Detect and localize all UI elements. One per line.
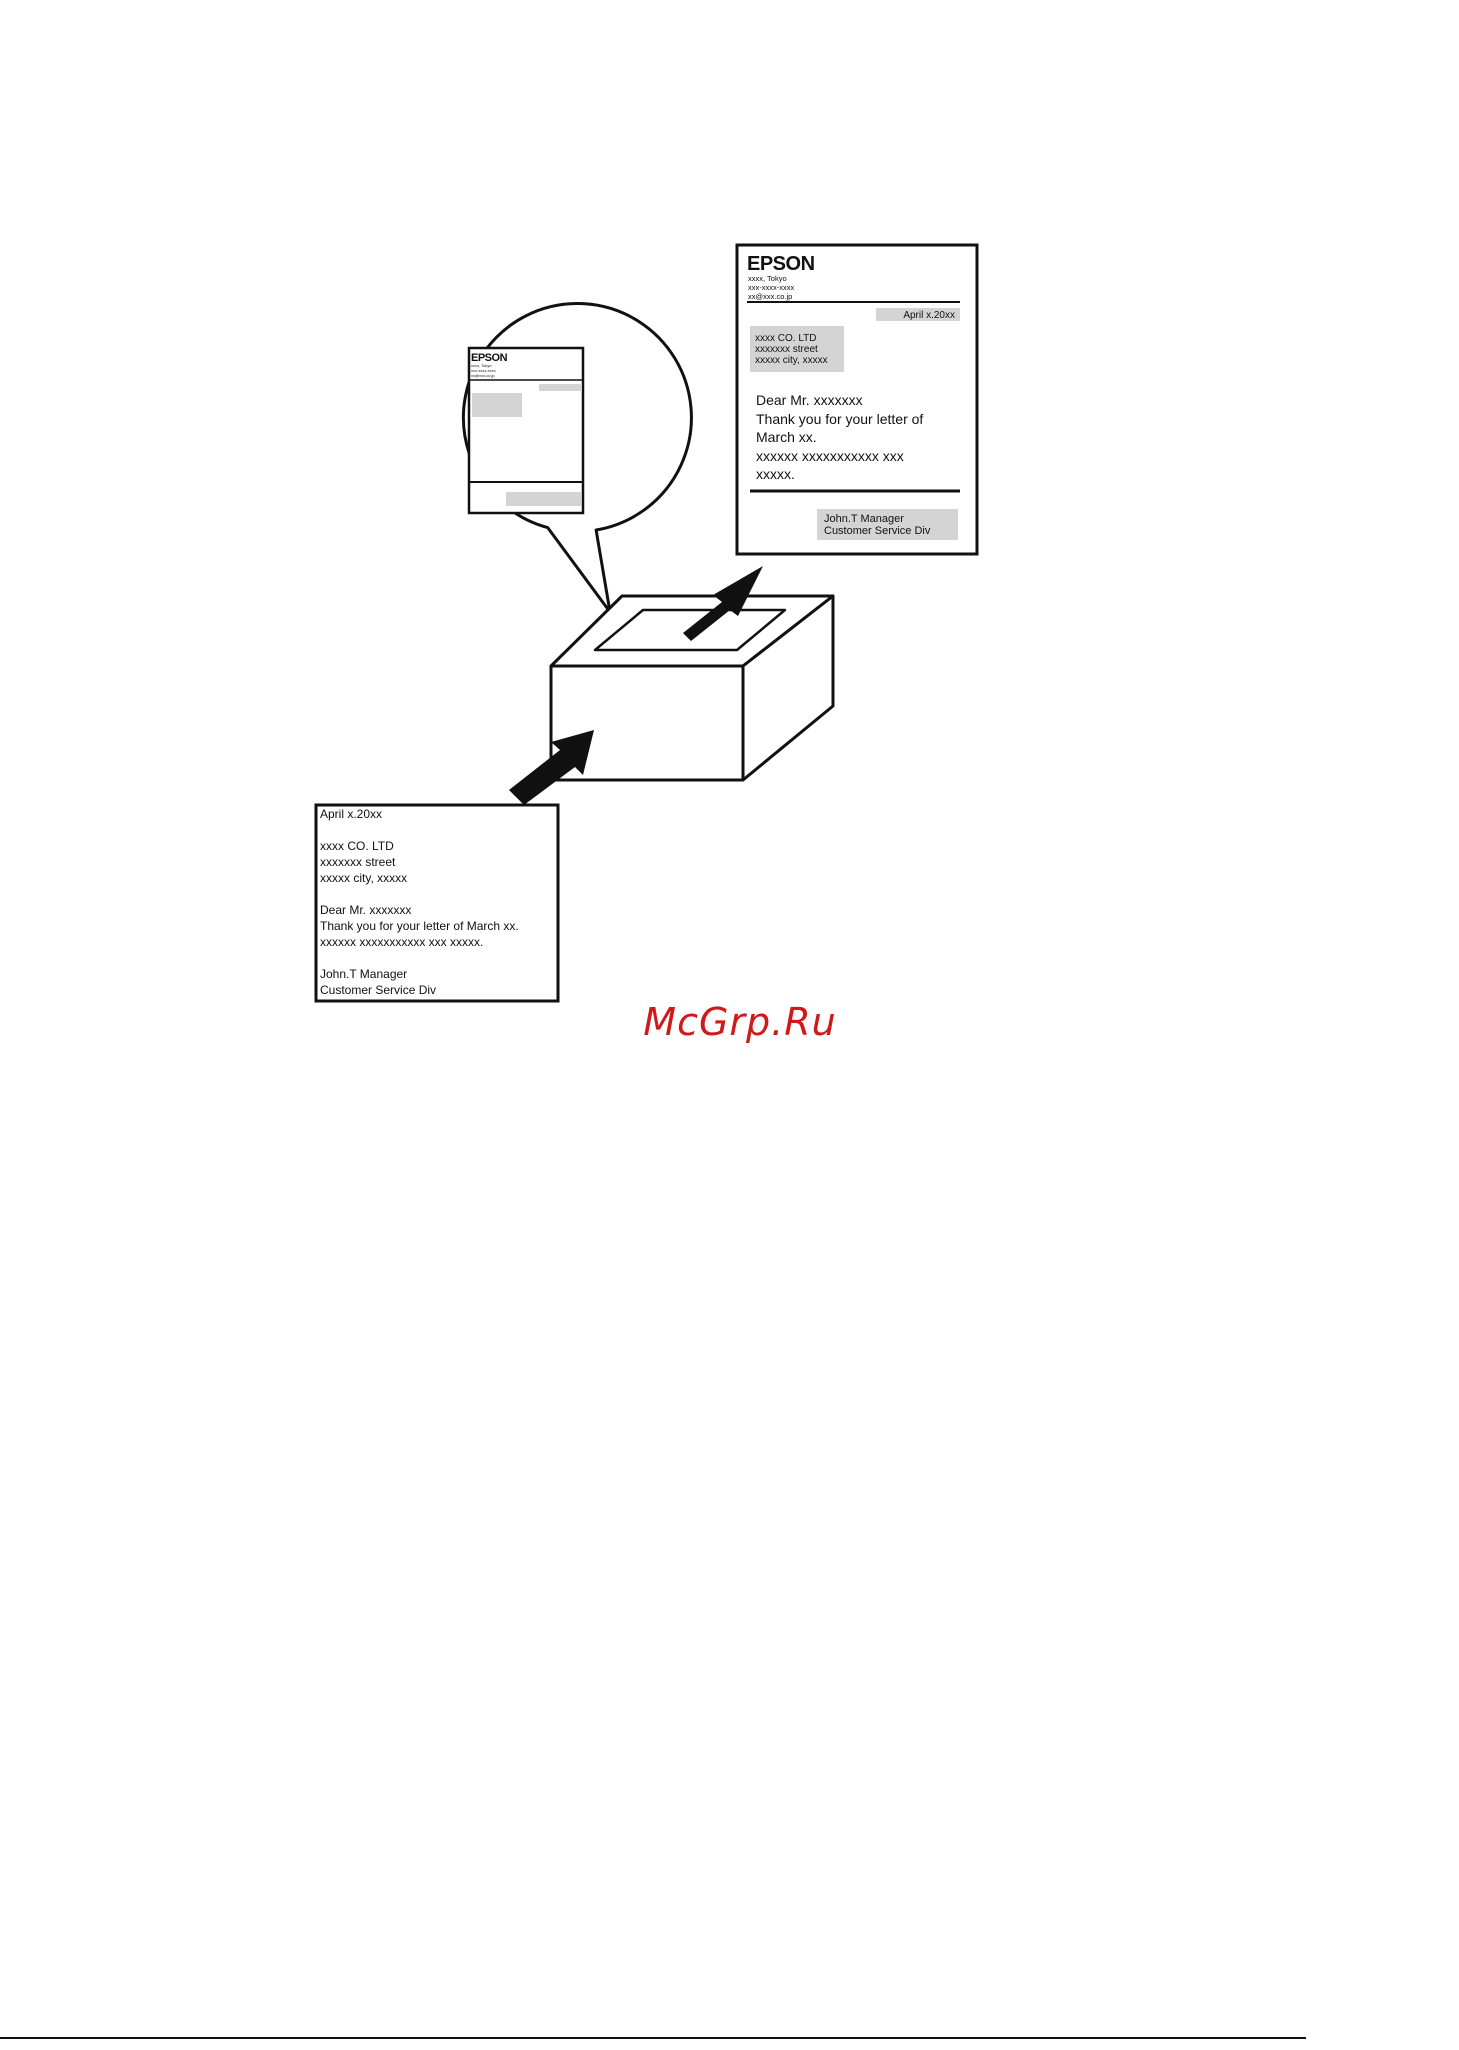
input-letter — [316, 805, 558, 1001]
zoom-letter-address-line: xxx-xxxx-xxxx — [471, 368, 496, 373]
input-letter-line: xxxx CO. LTD — [320, 839, 394, 853]
input-letter-line: Thank you for your letter of March xx. — [320, 919, 519, 933]
input-letter-line: Customer Service Div — [320, 983, 437, 997]
zoom-letter-date-box — [539, 384, 582, 391]
zoom-letter-signature-box — [506, 492, 581, 506]
output-letter-recipient-line: xxxx CO. LTD — [755, 333, 817, 344]
output-letter-signature-line: Customer Service Div — [824, 525, 931, 537]
output-letter-signature-line: John.T Manager — [824, 513, 904, 525]
output-letter-body-line: Dear Mr. xxxxxxx — [756, 392, 863, 408]
watermark-text: McGrp.Ru — [643, 1000, 837, 1044]
zoom-letter-recipient-box — [472, 393, 522, 417]
output-letter-address-line: xxxx, Tokyo — [748, 274, 787, 283]
output-letter-recipient-line: xxxxxxx street — [755, 344, 818, 355]
input-letter-line: Dear Mr. xxxxxxx — [320, 903, 412, 917]
output-letter-body-line: March xx. — [756, 429, 817, 445]
zoom-letter-logo: EPSON — [471, 352, 508, 364]
output-letter-address-line: xx@xxx.co.jp — [748, 292, 793, 301]
printer — [551, 596, 833, 780]
output-letter-body-line: xxxxxx xxxxxxxxxxx xxx — [756, 448, 904, 464]
input-letter-line: April x.20xx — [320, 807, 383, 821]
output-letter-logo: EPSON — [747, 253, 815, 275]
zoom-callout — [463, 304, 691, 612]
input-letter-line: xxxxx city, xxxxx — [320, 871, 408, 885]
input-letter-line: xxxxxx xxxxxxxxxxx xxx xxxxx. — [320, 935, 484, 949]
zoom-letter-address-line: xx@xxx.co.jp — [471, 373, 495, 378]
output-letter-body-line: xxxxx. — [756, 466, 795, 482]
output-letter-address-line: xxx-xxxx-xxxx — [748, 283, 795, 292]
input-letter-line: xxxxxxx street — [320, 855, 396, 869]
output-letter-date: April x.20xx — [903, 310, 955, 321]
input-letter-line: John.T Manager — [320, 967, 408, 981]
zoom-letter-address-line: xxxx, Tokyo — [471, 363, 492, 368]
output-letter — [737, 245, 977, 554]
footer-rule — [0, 2037, 1306, 2039]
output-letter-body-line: Thank you for your letter of — [756, 411, 924, 427]
output-letter-recipient-line: xxxxx city, xxxxx — [755, 355, 828, 366]
